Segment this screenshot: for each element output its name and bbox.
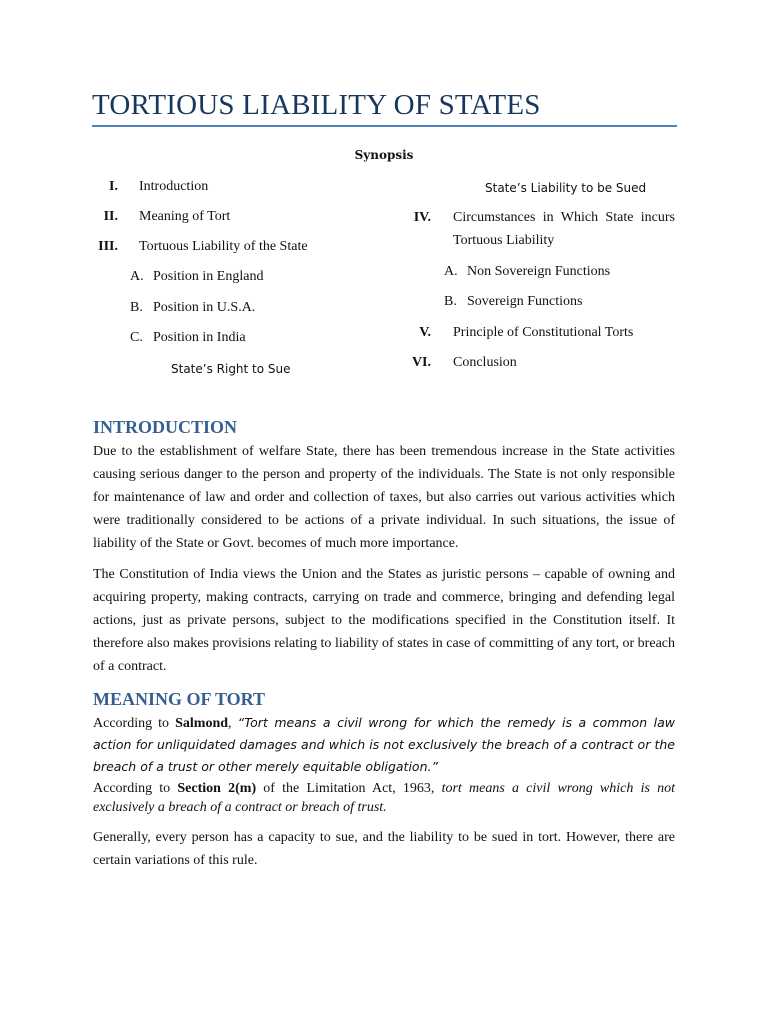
toc-sub-item-england: Position in England xyxy=(153,269,264,284)
limitation-act-definition: tort means a civil wrong which is not exclusively a breach of a contract or breach of trust. xyxy=(93,781,675,815)
toc-item-meaning-of-tort: Meaning of Tort xyxy=(139,209,231,224)
toc-sub-letter: A. xyxy=(130,269,144,284)
toc-sub-letter: C. xyxy=(130,330,143,345)
salmond-quote: “Tort means a civil wrong for which the remedy is a common law action for unliquidated damages and which is not exclusively the breach of a contract or the breach of a trust or other merely equitable obligation.” xyxy=(93,715,676,774)
toc-sub-item-usa: Position in U.S.A. xyxy=(153,300,256,315)
toc-sub-item-india: Position in India xyxy=(153,330,246,345)
document-title: TORTIOUS LIABILITY OF STATES xyxy=(92,89,541,121)
toc-item-constitutional-torts: Principle of Constitutional Torts xyxy=(453,325,634,340)
section-reference: Section 2(m) xyxy=(177,781,257,796)
toc-sub-letter: A. xyxy=(444,264,458,279)
text-span: According to xyxy=(93,716,176,731)
toc-item-tortuous-liability: Tortuous Liability of the State xyxy=(139,239,308,254)
toc-number: I. xyxy=(109,179,118,194)
text-span: , xyxy=(228,716,238,731)
toc-sub-item-sovereign: Sovereign Functions xyxy=(467,294,583,309)
capacity-paragraph: Generally, every person has a capacity to sue, and the liability to be sued in tort. However, there are certain variations of this rule. xyxy=(93,830,675,868)
text-span: of the Limitation Act, 1963, xyxy=(256,781,442,796)
introduction-paragraph: Due to the establishment of welfare State, there has been tremendous increase in the State activities causing serious danger to the person and property of the individuals. The State is not only responsible for maintenance of law and order and collection of taxes, but also carries out various activities which were traditionally considered to be actions of a private individual. In such situations, the issue of liability of the State or Govt. becomes of much more importance. xyxy=(93,444,675,551)
toc-number: IV. xyxy=(413,210,431,225)
introduction-paragraph: The Constitution of India views the Union and the States as juristic persons – capable of owning and acquiring property, making contracts, carrying on trade and commerce, bringing and defending legal actions, just as private persons, subject to the modifications specified in the Constitution itself. It therefore also makes provisions relating to liability of states in case of committing of any tort, or breach of a contract. xyxy=(93,567,675,674)
toc-item-conclusion: Conclusion xyxy=(453,355,517,370)
synopsis-heading: Synopsis xyxy=(354,148,414,162)
title-underline xyxy=(92,125,677,127)
section-heading-meaning-of-tort: MEANING OF TORT xyxy=(93,689,266,709)
toc-number: II. xyxy=(103,209,118,224)
salmond-name: Salmond xyxy=(175,716,229,731)
text-span: According to xyxy=(93,781,178,796)
limitation-act-paragraph xyxy=(93,779,675,817)
toc-note-liability-to-be-sued: State’s Liability to be Sued xyxy=(485,181,647,195)
salmond-definition-paragraph xyxy=(93,712,675,778)
toc-item-circumstances-cont: Tortuous Liability xyxy=(453,233,555,248)
toc-item-circumstances: Circumstances in Which State incurs xyxy=(453,210,675,225)
toc-item-introduction: Introduction xyxy=(139,179,209,194)
toc-number: III. xyxy=(98,239,118,254)
toc-number: VI. xyxy=(411,355,431,370)
toc-sub-letter: B. xyxy=(130,300,143,315)
toc-number: V. xyxy=(419,325,431,340)
toc-note-right-to-sue: State’s Right to Sue xyxy=(171,362,291,376)
toc-sub-letter: B. xyxy=(444,294,457,309)
toc-sub-item-non-sovereign: Non Sovereign Functions xyxy=(467,264,611,279)
section-heading-introduction: INTRODUCTION xyxy=(93,417,238,437)
